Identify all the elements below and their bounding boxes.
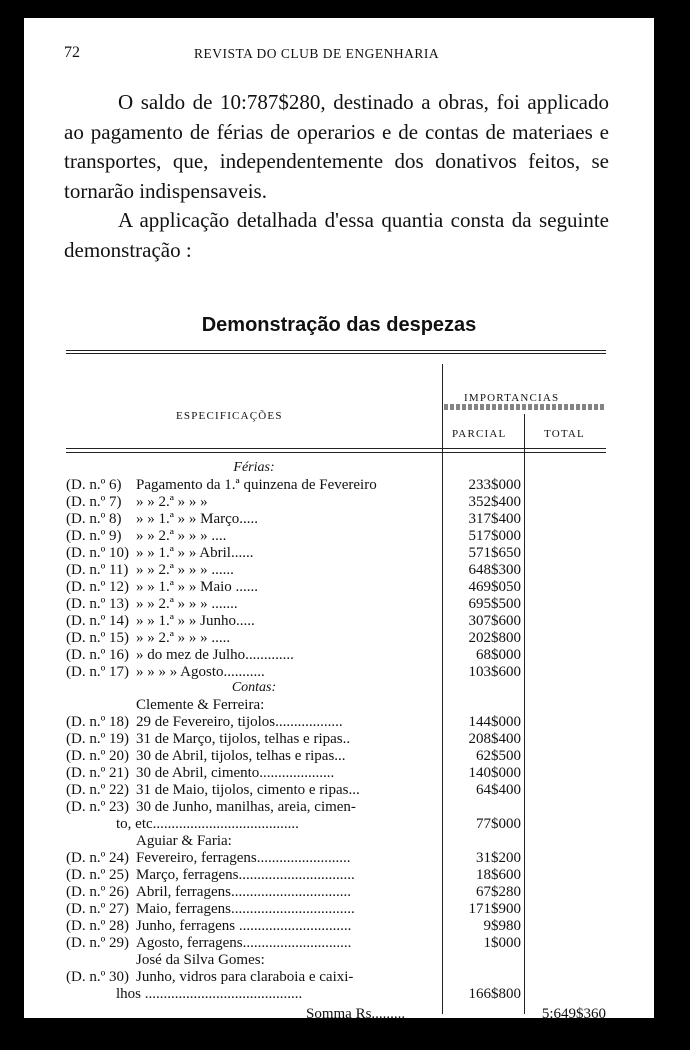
row-description: (D. n.º 19) 31 de Março, tijolos, telhas e ripas..	[66, 731, 351, 747]
row-description: to, etc.......................................	[116, 816, 299, 832]
table-top-rule-2	[66, 353, 606, 354]
section-title: Demonstraçã̃o das despezas	[201, 314, 477, 336]
row-description: (D. n.º 11) » » 2.ª » » » ......	[66, 562, 234, 578]
row-value: 517$000	[468, 528, 521, 544]
row-value: 469$050	[468, 579, 521, 595]
table-row	[66, 528, 606, 545]
table-row	[66, 850, 606, 867]
sum-row	[66, 1006, 606, 1024]
table-row	[66, 511, 606, 528]
row-value: 64$400	[476, 782, 521, 798]
row-description: (D. n.º 9) » » 2.ª » » » ....	[66, 528, 227, 544]
group-heading-gomes: José da Silva Gomes:	[136, 952, 265, 968]
row-description: (D. n.º 15) » » 2.ª » » » .....	[66, 630, 231, 646]
header-bottom-rule	[66, 448, 606, 449]
row-value: 9$980	[483, 918, 521, 934]
row-value: 208$400	[468, 731, 521, 747]
row-description: (D. n.º 26) Abril, ferragens................................	[66, 884, 351, 900]
contas-heading: Contas:	[231, 680, 277, 695]
wavy-divider	[444, 404, 606, 410]
row-value: 571$650	[468, 545, 521, 561]
table-row	[66, 579, 606, 596]
table-row	[66, 494, 606, 511]
table-row	[66, 799, 606, 816]
table-row	[66, 748, 606, 765]
row-description: (D. n.º 22) 31 de Maio, tijolos, cimento e ripas...	[66, 782, 360, 798]
table-row	[66, 782, 606, 799]
row-description: (D. n.º 12) » » 1.ª » » Maio ......	[66, 579, 259, 595]
table-row	[66, 545, 606, 562]
row-value: 103$600	[468, 664, 521, 680]
paragraph-1: O saldo de 10:787$280, destinado a obras, foi applicado ao pagamento de férias de operarios e de contas de materiaes e transportes, que, independentemente dos donativos feitos, se tornarão indispensaveis.	[64, 90, 609, 203]
sum-label: Somma Rs.........	[306, 1006, 406, 1022]
table-row	[66, 765, 606, 782]
group-heading-aguiar: Aguiar & Faria:	[136, 833, 232, 849]
table-row	[66, 596, 606, 613]
row-description: (D. n.º 10) » » 1.ª » » Abril......	[66, 545, 254, 561]
row-description: (D. n.º 17) » » » » Agosto...........	[66, 664, 265, 680]
table-row	[66, 613, 606, 630]
table-row	[66, 647, 606, 664]
row-value: 77$000	[476, 816, 521, 832]
table-row	[66, 714, 606, 731]
row-value: 307$600	[468, 613, 521, 629]
table-row	[66, 562, 606, 579]
row-description: (D. n.º 21) 30 de Abril, cimento....................	[66, 765, 335, 781]
table-row	[66, 867, 606, 884]
row-value: 352$400	[468, 494, 521, 510]
body-text	[64, 88, 609, 265]
table-row	[66, 884, 606, 901]
row-description: (D. n.º 20) 30 de Abril, tijolos, telhas e ripas...	[66, 748, 346, 764]
row-description: (D. n.º 28) Junho, ferragens ..............................	[66, 918, 352, 934]
paragraph-2: A applicação detalhada d'essa quantia consta da seguinte demonstração :	[64, 208, 609, 262]
row-value: 202$800	[468, 630, 521, 646]
col-header-parcial: PARCIAL	[452, 428, 507, 440]
table-row	[66, 630, 606, 647]
row-description: (D. n.º 13) » » 2.ª » » » .......	[66, 596, 238, 612]
table-row	[66, 901, 606, 918]
row-value: 31$200	[476, 850, 521, 866]
row-description: (D. n.º 25) Março, ferragens...............................	[66, 867, 355, 883]
table-top-rule	[66, 350, 606, 351]
row-value: 68$000	[476, 647, 521, 663]
row-description: (D. n.º 8) » » 1.ª » » Março.....	[66, 511, 259, 527]
row-value: 695$500	[468, 596, 521, 612]
row-description: (D. n.º 18) 29 de Fevereiro, tijolos..................	[66, 714, 343, 730]
row-value: 18$600	[476, 867, 521, 883]
row-value: 140$000	[468, 765, 521, 781]
col-header-total: TOTAL	[544, 428, 585, 440]
row-description: (D. n.º 6) Pagamento da 1.ª quinzena de Fevereiro	[66, 477, 377, 493]
row-value: 1$000	[483, 935, 521, 951]
table-row	[66, 969, 606, 986]
table-row	[66, 477, 606, 494]
ferias-heading: Férias:	[233, 460, 275, 475]
table-row	[66, 986, 606, 1003]
table-row	[66, 664, 606, 681]
table-row	[66, 816, 606, 833]
row-description: lhos ..........................................	[116, 986, 303, 1002]
row-description: (D. n.º 14) » » 1.ª » » Junho.....	[66, 613, 255, 629]
row-description: (D. n.º 29) Agosto, ferragens.............................	[66, 935, 352, 951]
row-description: (D. n.º 16) » do mez de Julho.............	[66, 647, 294, 663]
col-header-amounts: IMPORTANCIAS	[464, 392, 560, 404]
row-description: (D. n.º 24) Fevereiro, ferragens.........................	[66, 850, 351, 866]
journal-title: REVISTA DO CLUB DE ENGENHARIA	[194, 46, 440, 61]
row-value: 67$280	[476, 884, 521, 900]
row-value: 144$000	[468, 714, 521, 730]
table-row	[66, 731, 606, 748]
row-description: (D. n.º 7) » » 2.ª » » »	[66, 494, 208, 510]
row-value: 171$900	[468, 901, 521, 917]
expense-table	[66, 350, 606, 1026]
row-value: 233$000	[468, 477, 521, 493]
page-number: 72	[64, 44, 80, 61]
row-description: (D. n.º 30) Junho, vidros para claraboia e caixi-	[66, 969, 354, 985]
document-page	[24, 18, 654, 1022]
row-value: 648$300	[468, 562, 521, 578]
row-value: 62$500	[476, 748, 521, 764]
running-header	[64, 44, 614, 66]
row-value: 166$800	[468, 986, 521, 1002]
row-description: (D. n.º 23) 30 de Junho, manilhas, areia, cimen-	[66, 799, 356, 815]
group-heading-clemente: Clemente & Ferreira:	[136, 697, 265, 713]
row-description: (D. n.º 27) Maio, ferragens.................................	[66, 901, 355, 917]
header-bottom-rule-2	[66, 452, 606, 453]
table-row	[66, 935, 606, 952]
row-value: 317$400	[468, 511, 521, 527]
col-header-specifications: ESPECIFICAÇÕES	[176, 410, 283, 422]
table-row	[66, 918, 606, 935]
sum-total: 5:649$360	[541, 1006, 606, 1022]
